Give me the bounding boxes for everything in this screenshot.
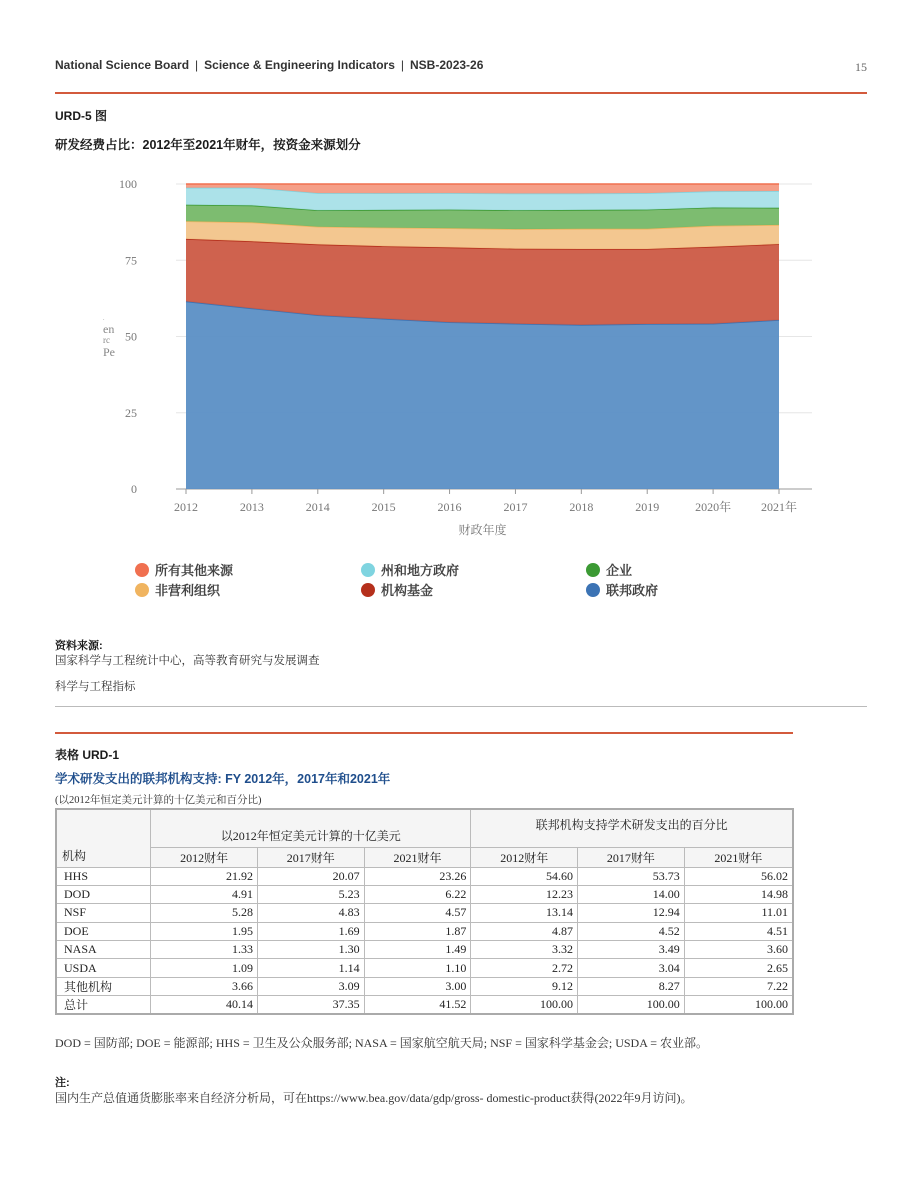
value-cell: 53.73	[578, 867, 685, 885]
col-header-year: 2012财年	[471, 847, 578, 867]
value-cell: 1.33	[151, 941, 258, 959]
y-tick-label: 0	[131, 482, 137, 496]
value-cell: 40.14	[151, 996, 258, 1015]
x-axis-label: 财政年度	[458, 523, 507, 537]
agency-cell: 其他机构	[56, 977, 151, 995]
value-cell: 1.87	[364, 922, 471, 940]
y-tick-label: 50	[125, 329, 137, 344]
value-cell: 4.52	[578, 922, 685, 940]
ylabel-frag-0: .	[103, 316, 105, 322]
value-cell: 3.60	[684, 941, 793, 959]
value-cell: 21.92	[151, 867, 258, 885]
col-header-year: 2021财年	[684, 847, 793, 867]
value-cell: 1.09	[151, 959, 258, 977]
x-tick-label: 2013	[239, 500, 264, 514]
figure-title: 研发经费占比：2012年至2021年财年，按资金来源划分	[55, 138, 361, 152]
value-cell: 5.23	[257, 885, 364, 903]
value-cell: 4.57	[364, 904, 471, 922]
value-cell: 9.12	[471, 977, 578, 995]
value-cell: 11.01	[684, 904, 793, 922]
value-cell: 6.22	[364, 885, 471, 903]
table-divider	[55, 732, 793, 734]
table-row	[56, 959, 793, 977]
value-cell: 100.00	[578, 996, 685, 1015]
table-row	[56, 977, 793, 995]
x-tick-label: 2012	[174, 500, 198, 514]
value-cell: 1.30	[257, 941, 364, 959]
legend-item-other-sources	[135, 560, 233, 579]
legend-label: 州和地方政府	[381, 563, 460, 578]
col-group-dollars: 以2012年恒定美元计算的十亿美元	[151, 809, 471, 847]
ylabel-frag-1: en	[103, 321, 115, 336]
agency-cell: HHS	[56, 867, 151, 885]
table-title: 学术研发支出的联邦机构支持: FY 2012年，2017年和2021年	[55, 772, 391, 786]
col-header-year: 2017财年	[578, 847, 685, 867]
source-subtext: 科学与工程指标	[55, 681, 136, 693]
value-cell: 41.52	[364, 996, 471, 1015]
table-id: 表格 URD-1	[55, 748, 120, 762]
value-cell: 20.07	[257, 867, 364, 885]
agency-cell: DOD	[56, 885, 151, 903]
y-tick-label: 100	[119, 177, 137, 191]
value-cell: 12.23	[471, 885, 578, 903]
value-cell: 37.35	[257, 996, 364, 1015]
value-cell: 3.49	[578, 941, 685, 959]
x-tick-label: 2020年	[695, 500, 732, 514]
value-cell: 23.26	[364, 867, 471, 885]
header-doc-id: NSB-2023-26	[410, 58, 484, 72]
value-cell: 7.22	[684, 977, 793, 995]
data-table	[55, 808, 794, 1015]
value-cell: 8.27	[578, 977, 685, 995]
value-cell: 4.51	[684, 922, 793, 940]
legend-dot-icon	[586, 583, 600, 597]
value-cell: 3.66	[151, 977, 258, 995]
legend-item-institution-funds	[361, 580, 433, 599]
value-cell: 14.00	[578, 885, 685, 903]
value-cell: 14.98	[684, 885, 793, 903]
x-tick-label: 2019	[635, 500, 660, 514]
chart-legend	[135, 560, 735, 600]
value-cell: 1.49	[364, 941, 471, 959]
value-cell: 1.14	[257, 959, 364, 977]
table-body	[56, 867, 793, 1014]
y-tick-label: 75	[125, 253, 137, 268]
value-cell: 3.32	[471, 941, 578, 959]
agency-cell: DOE	[56, 922, 151, 940]
value-cell: 3.04	[578, 959, 685, 977]
agency-cell: NASA	[56, 941, 151, 959]
value-cell: 56.02	[684, 867, 793, 885]
header-divider	[55, 92, 867, 94]
note-text: 国内生产总值通货膨胀率来自经济分析局，可在https://www.bea.gov/data/gdp/gross- domestic-product获得(2022年9月访问)。	[55, 1091, 693, 1105]
page-header	[55, 58, 867, 78]
area-series-0	[186, 301, 779, 489]
header-report: Science & Engineering Indicators	[204, 58, 395, 72]
legend-label: 企业	[606, 563, 633, 578]
value-cell: 13.14	[471, 904, 578, 922]
section-divider	[55, 706, 867, 707]
header-org: National Science Board	[55, 58, 190, 72]
x-tick-label: 2014	[305, 500, 330, 514]
col-header-year: 2012财年	[151, 847, 258, 867]
legend-dot-icon	[361, 583, 375, 597]
col-header-year: 2017财年	[257, 847, 364, 867]
value-cell: 2.65	[684, 959, 793, 977]
col-group-percent: 联邦机构支持学术研发支出的百分比	[471, 809, 793, 847]
header-title: National Science Board | Science & Engineering Indicators | NSB-2023-26	[55, 58, 484, 72]
value-cell: 4.87	[471, 922, 578, 940]
legend-dot-icon	[361, 563, 375, 577]
table-row	[56, 885, 793, 903]
value-cell: 5.28	[151, 904, 258, 922]
legend-item-business	[586, 560, 632, 579]
x-tick-label: 2017	[503, 500, 528, 514]
legend-label: 联邦政府	[606, 583, 659, 598]
y-tick-label: 25	[125, 405, 137, 420]
legend-label: 非营利组织	[155, 583, 221, 598]
x-tick-label: 2016	[437, 500, 462, 514]
table-row	[56, 922, 793, 940]
value-cell: 100.00	[684, 996, 793, 1015]
page-number: 15	[855, 60, 867, 74]
ylabel-frag-3: Pe	[103, 344, 115, 359]
legend-label: 所有其他来源	[155, 563, 234, 578]
source-label: 资料来源:	[55, 640, 103, 652]
table-row	[56, 867, 793, 885]
value-cell: 4.83	[257, 904, 364, 922]
x-tick-label: 2018	[569, 500, 594, 514]
legend-item-nonprofit	[135, 580, 220, 599]
table-row	[56, 941, 793, 959]
agency-cell: 总计	[56, 996, 151, 1015]
col-header-agency: 机构	[56, 809, 151, 867]
value-cell: 12.94	[578, 904, 685, 922]
value-cell: 1.69	[257, 922, 364, 940]
source-text: 国家科学与工程统计中心，高等教育研究与发展调查	[55, 655, 320, 667]
col-header-year: 2021财年	[364, 847, 471, 867]
ylabel-frag-2: rc	[103, 334, 110, 345]
legend-dot-icon	[586, 563, 600, 577]
legend-dot-icon	[135, 583, 149, 597]
x-tick-label: 2021年	[760, 500, 798, 514]
stacked-area-chart	[100, 170, 820, 550]
agency-cell: NSF	[56, 904, 151, 922]
value-cell: 3.09	[257, 977, 364, 995]
value-cell: 1.10	[364, 959, 471, 977]
table-subtitle: (以2012年恒定美元计算的十亿美元和百分比)	[55, 795, 262, 806]
legend-dot-icon	[135, 563, 149, 577]
table-row	[56, 996, 793, 1015]
value-cell: 54.60	[471, 867, 578, 885]
value-cell: 1.95	[151, 922, 258, 940]
agency-cell: USDA	[56, 959, 151, 977]
legend-item-federal	[586, 580, 658, 599]
x-tick-label: 2015	[371, 500, 396, 514]
value-cell: 2.72	[471, 959, 578, 977]
legend-item-state-local	[361, 560, 459, 579]
value-cell: 3.00	[364, 977, 471, 995]
legend-label: 机构基金	[381, 583, 434, 598]
table-row	[56, 904, 793, 922]
value-cell: 4.91	[151, 885, 258, 903]
abbreviations: DOD = 国防部; DOE = 能源部; HHS = 卫生及公众服务部; NASA = 国家航空航天局; NSF = 国家科学基金会; USDA = 农业部。	[55, 1036, 708, 1050]
figure-id: URD-5 图	[55, 109, 108, 123]
note-label: 注:	[55, 1077, 70, 1089]
value-cell: 100.00	[471, 996, 578, 1015]
